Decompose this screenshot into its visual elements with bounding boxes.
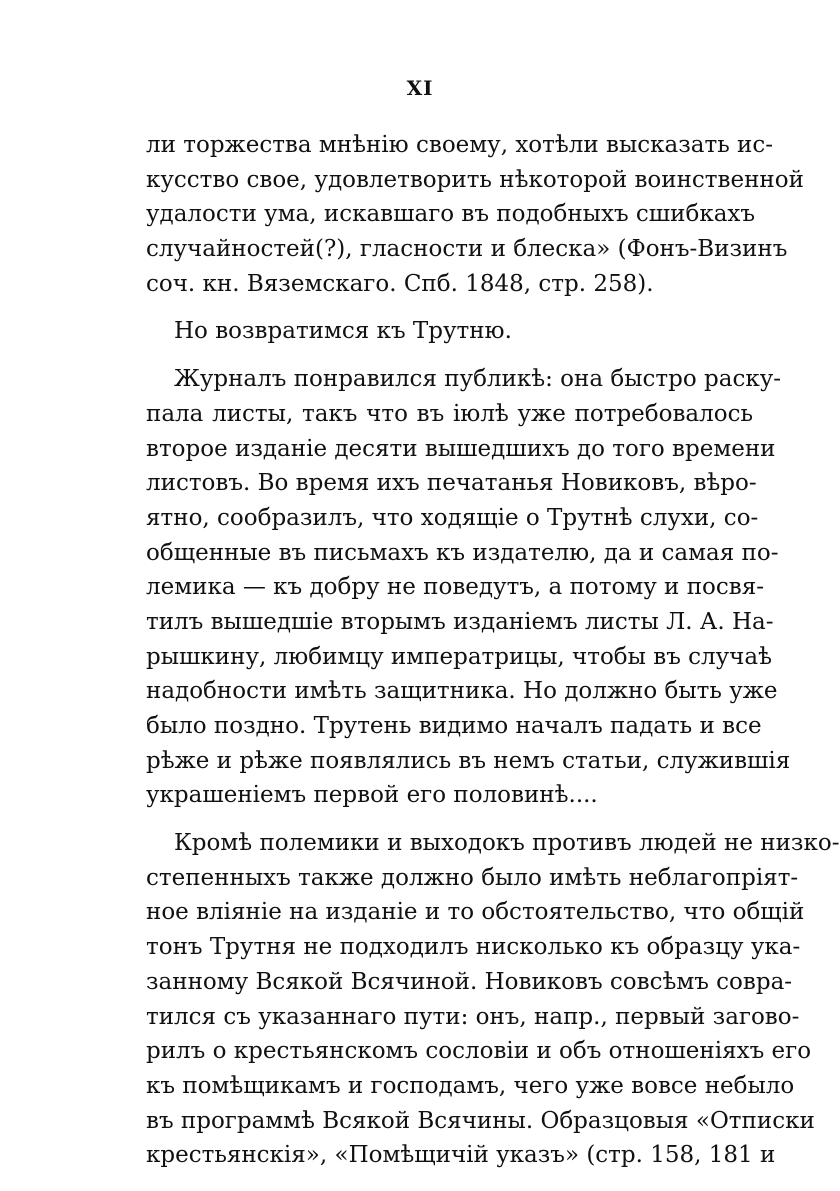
text-line: кусство свое, удовлетворить нѣкоторой воинственной — [146, 166, 804, 193]
text-line: удалости ума, искавшаго въ подобныхъ сшибкахъ — [146, 201, 756, 228]
text-line: крестьянскія», «Помѣщичій указъ» (стр. 158, 181 и — [146, 1142, 776, 1169]
paragraph — [146, 362, 791, 813]
paragraph-gap — [146, 349, 753, 362]
text-line: пала листы, такъ что въ іюлѣ уже потребовалось — [146, 400, 753, 427]
text-line: было поздно. Трутень видимо началъ падать и все — [146, 713, 762, 739]
text-line: ное вліяніе на изданіе и то обстоятельство, что общій — [146, 899, 805, 926]
paragraph — [146, 128, 804, 301]
paragraph — [146, 826, 840, 1173]
text-line: тонъ Трутня не подходилъ нисколько къ образцу ука- — [146, 934, 801, 961]
text-line: надобности имѣть защитника. Но должно быть уже — [146, 678, 778, 705]
paragraph-gap — [146, 813, 753, 826]
page-number: XI — [406, 76, 434, 100]
text-line: ли торжества мнѣнію своему, хотѣли высказать ис- — [146, 132, 774, 158]
text-line: второе изданіе десяти вышедшихъ до того времени — [146, 435, 776, 462]
text-line: тился съ указаннаго пути: онъ, напр., первый загово- — [146, 1003, 800, 1030]
text-line: украшеніемъ первой его половинѣ.... — [146, 782, 598, 809]
text-line: рѣже и рѣже появлялись въ немъ статьи, служившія — [146, 747, 791, 774]
text-line: общенные въ письмахъ къ издателю, да и самая по- — [146, 539, 779, 566]
paragraph-gap — [146, 301, 753, 314]
text-line: въ программѣ Всякой Всячины. Образцовыя «Отписки — [146, 1107, 815, 1134]
text-line: Но возвратимся къ Трутню. — [174, 318, 512, 345]
text-line: листовъ. Во время ихъ печатанья Новиковъ, вѣро- — [146, 470, 757, 497]
text-line: занному Всякой Всячиной. Новиковъ совсѣмъ совра- — [146, 968, 793, 995]
text-line: лемика — къ добру не поведутъ, а потому и посвя- — [146, 574, 764, 601]
text-line: ятно, сообразилъ, что ходящіе о Трутнѣ слухи, со- — [146, 504, 759, 531]
text-line: степенныхъ также должно было имѣть неблагопріят- — [146, 864, 799, 891]
text-line: Кромѣ полемики и выходокъ противъ людей не низко- — [174, 830, 840, 857]
text-line: Журналъ понравился публикѣ: она быстро раску- — [174, 366, 782, 393]
text-line: къ помѣщикамъ и господамъ, чего уже вовсе небыло — [146, 1072, 795, 1099]
text-line: рилъ о крестьянскомъ сословіи и объ отношеніяхъ его — [146, 1038, 812, 1065]
text-line: случайностей(?), гласности и блеска» (Фонъ-Визинъ — [146, 236, 788, 263]
body-text — [146, 128, 840, 1173]
text-line: соч. кн. Вяземскаго. Спб. 1848, стр. 258). — [146, 270, 654, 297]
text-line: рышкину, любимцу императрицы, чтобы въ случаѣ — [146, 643, 772, 670]
text-line: тилъ вышедшіе вторымъ изданіемъ листы Л. А. На- — [146, 608, 774, 635]
paragraph — [146, 314, 753, 349]
